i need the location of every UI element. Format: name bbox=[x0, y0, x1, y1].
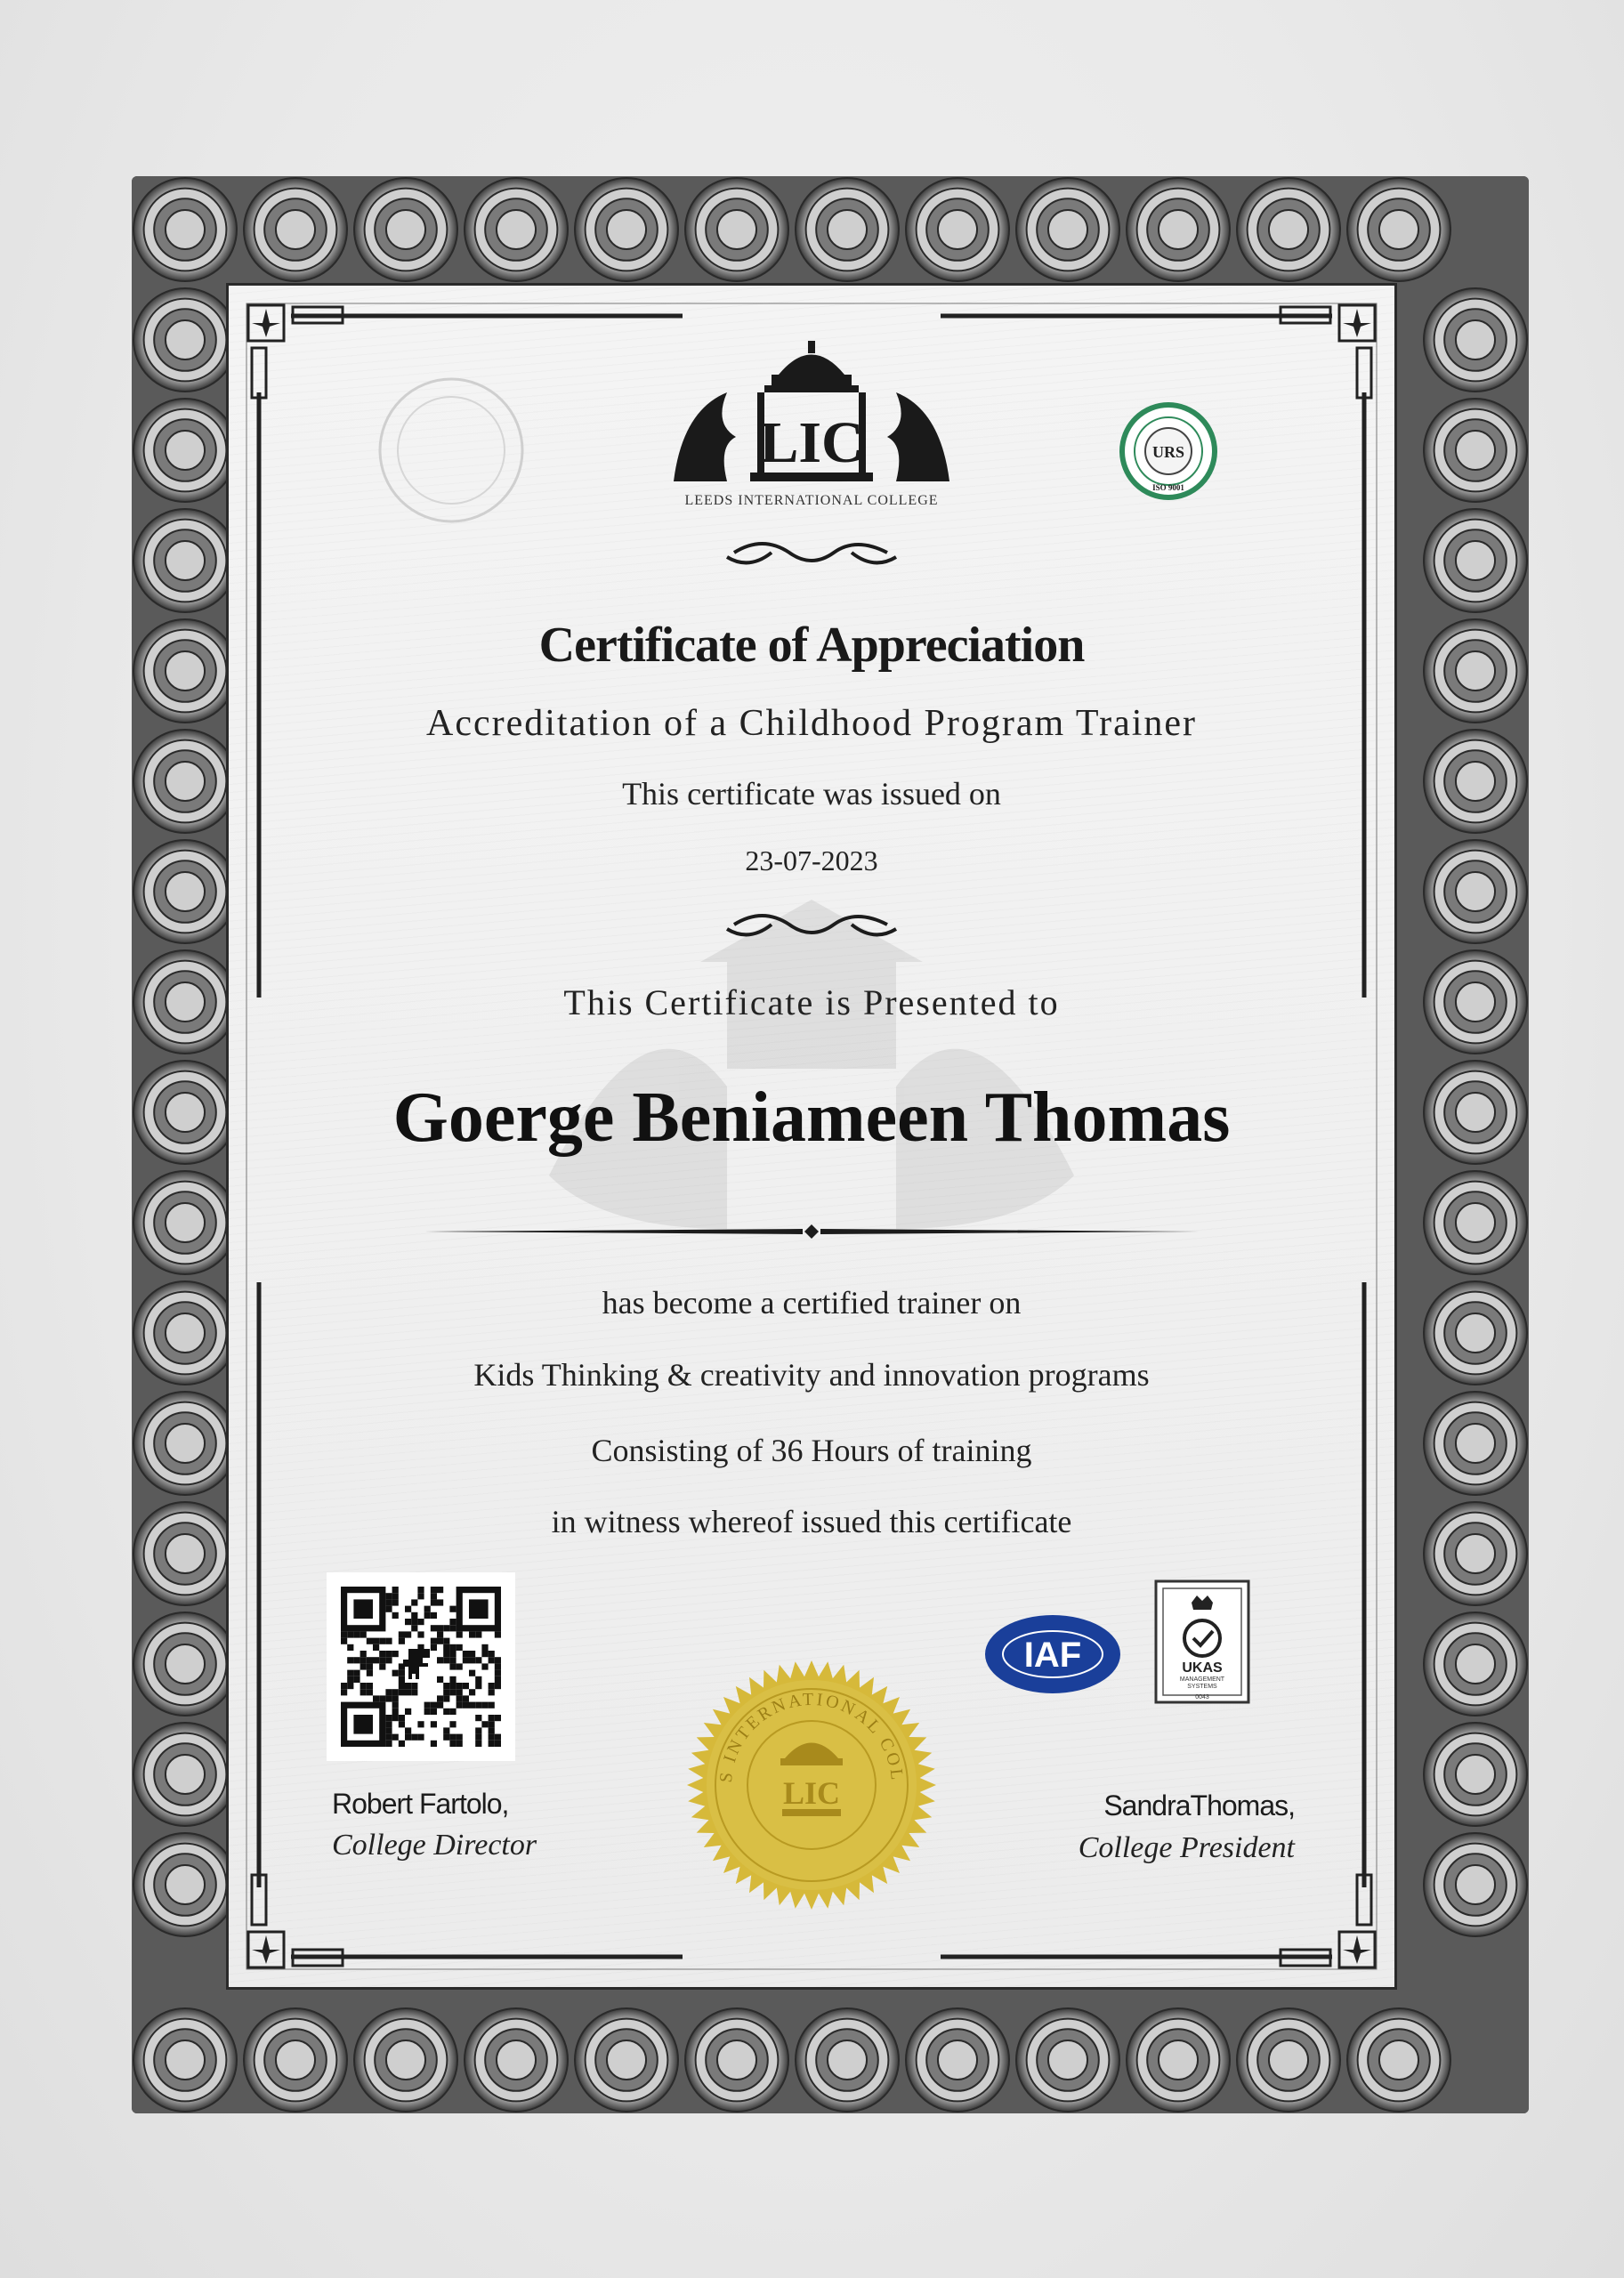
qr-module bbox=[443, 1625, 449, 1631]
qr-module bbox=[489, 1721, 495, 1727]
ukas-line1: MANAGEMENT bbox=[1179, 1676, 1225, 1683]
qr-module bbox=[379, 1663, 385, 1669]
ukas-badge bbox=[1154, 1579, 1250, 1704]
qr-module bbox=[431, 1638, 437, 1644]
qr-module bbox=[424, 1702, 431, 1708]
rosette-ring bbox=[166, 1313, 205, 1353]
qr-module bbox=[489, 1657, 495, 1663]
qr-module bbox=[431, 1625, 437, 1631]
qr-module bbox=[489, 1683, 495, 1689]
qr-module bbox=[399, 1631, 405, 1637]
qr-module bbox=[456, 1689, 463, 1695]
urs-badge bbox=[1119, 401, 1218, 501]
qr-module bbox=[360, 1683, 367, 1689]
qr-module bbox=[347, 1683, 353, 1689]
qr-module bbox=[431, 1708, 437, 1715]
qr-module bbox=[489, 1715, 495, 1721]
qr-module bbox=[353, 1676, 360, 1683]
rosette-ring bbox=[166, 320, 205, 359]
qr-module bbox=[417, 1721, 424, 1727]
rosette-ring bbox=[166, 2040, 205, 2080]
qr-module bbox=[347, 1657, 353, 1663]
qr-module bbox=[379, 1651, 385, 1657]
presented-label: This Certificate is Presented to bbox=[563, 982, 1060, 1022]
qr-module bbox=[392, 1702, 399, 1708]
rosette-ring bbox=[166, 1534, 205, 1573]
qr-module bbox=[456, 1695, 463, 1701]
rosette-ring bbox=[166, 872, 205, 911]
qr-module bbox=[353, 1657, 360, 1663]
qr-module bbox=[437, 1657, 443, 1663]
qr-module bbox=[392, 1695, 399, 1701]
president-title: College President bbox=[1078, 1831, 1295, 1864]
qr-module bbox=[399, 1689, 405, 1695]
qr-module bbox=[495, 1734, 501, 1741]
qr-module bbox=[481, 1663, 488, 1669]
qr-module bbox=[449, 1721, 456, 1727]
verification-qr-code[interactable] bbox=[327, 1572, 515, 1761]
right-griffin-icon bbox=[887, 392, 949, 481]
college-logo bbox=[665, 339, 958, 517]
qr-module bbox=[456, 1741, 463, 1747]
qr-module bbox=[399, 1715, 405, 1721]
rosette-ring bbox=[276, 210, 315, 249]
qr-module bbox=[399, 1683, 405, 1689]
qr-module bbox=[463, 1695, 469, 1701]
rosette-ring bbox=[1456, 1313, 1495, 1353]
qr-module bbox=[385, 1695, 392, 1701]
qr-module bbox=[437, 1625, 443, 1631]
qr-module bbox=[456, 1683, 463, 1689]
rosette-ring bbox=[1048, 2040, 1087, 2080]
rosette-ring bbox=[1456, 651, 1495, 691]
qr-module bbox=[431, 1587, 437, 1593]
rosette-ring bbox=[166, 431, 205, 470]
qr-module bbox=[437, 1631, 443, 1637]
rosette-ring bbox=[828, 210, 867, 249]
qr-module bbox=[437, 1638, 443, 1644]
rosette-ring bbox=[938, 2040, 977, 2080]
rosette-ring bbox=[1379, 2040, 1418, 2080]
qr-module bbox=[405, 1606, 411, 1612]
qr-module bbox=[456, 1644, 463, 1651]
qr-module bbox=[411, 1612, 417, 1619]
rosette-ring bbox=[1269, 2040, 1308, 2080]
qr-module bbox=[463, 1651, 469, 1657]
qr-module bbox=[385, 1715, 392, 1721]
rosette-ring bbox=[497, 2040, 536, 2080]
rosette-ring bbox=[276, 2040, 315, 2080]
qr-module bbox=[411, 1734, 417, 1741]
qr-module bbox=[495, 1683, 501, 1689]
qr-module bbox=[379, 1638, 385, 1644]
qr-module bbox=[392, 1708, 399, 1715]
rosette-ring bbox=[1456, 1424, 1495, 1463]
qr-module bbox=[431, 1702, 437, 1708]
qr-module bbox=[385, 1741, 392, 1747]
qr-module bbox=[469, 1670, 475, 1676]
qr-module bbox=[417, 1587, 424, 1593]
qr-module bbox=[399, 1676, 405, 1683]
director-title: College Director bbox=[332, 1829, 537, 1862]
qr-module bbox=[443, 1708, 449, 1715]
body-line: Kids Thinking & creativity and innovation programs bbox=[473, 1357, 1150, 1393]
qr-module bbox=[392, 1593, 399, 1599]
qr-module bbox=[431, 1593, 437, 1599]
qr-module bbox=[481, 1651, 488, 1657]
qr-module bbox=[373, 1638, 379, 1644]
president-name: SandraThomas, bbox=[1103, 1789, 1295, 1822]
rosette-ring bbox=[1159, 2040, 1198, 2080]
rosette-ring bbox=[607, 210, 646, 249]
qr-module bbox=[443, 1695, 449, 1701]
qr-module bbox=[475, 1702, 481, 1708]
qr-module bbox=[405, 1619, 411, 1625]
qr-finder bbox=[353, 1599, 373, 1619]
qr-module bbox=[373, 1644, 379, 1651]
rosette-ring bbox=[938, 210, 977, 249]
qr-module bbox=[367, 1663, 373, 1669]
qr-module bbox=[481, 1644, 488, 1651]
qr-module bbox=[392, 1670, 399, 1676]
qr-module bbox=[347, 1631, 353, 1637]
qr-module bbox=[489, 1689, 495, 1695]
rosette-ring bbox=[1269, 210, 1308, 249]
qr-module bbox=[481, 1721, 488, 1727]
qr-module bbox=[347, 1644, 353, 1651]
urs-monogram: URS bbox=[1151, 443, 1185, 461]
iaf-badge bbox=[982, 1610, 1124, 1699]
rosette-ring bbox=[166, 762, 205, 801]
qr-module bbox=[353, 1631, 360, 1637]
rosette-ring bbox=[166, 1203, 205, 1242]
qr-module bbox=[399, 1638, 405, 1644]
qr-module bbox=[449, 1625, 456, 1631]
qr-module bbox=[431, 1644, 437, 1651]
qr-module bbox=[449, 1663, 456, 1669]
name-divider-icon bbox=[424, 1224, 1199, 1239]
qr-module bbox=[385, 1689, 392, 1695]
qr-module bbox=[475, 1727, 481, 1733]
qr-module bbox=[367, 1689, 373, 1695]
rosette-ring bbox=[1456, 1203, 1495, 1242]
qr-module bbox=[431, 1599, 437, 1605]
corner-ornament-bottom-right-icon bbox=[1339, 1932, 1375, 1967]
qr-module bbox=[463, 1683, 469, 1689]
qr-module bbox=[385, 1638, 392, 1644]
qr-module bbox=[353, 1670, 360, 1676]
rosette-ring bbox=[1456, 872, 1495, 911]
qr-module bbox=[411, 1599, 417, 1605]
qr-module bbox=[399, 1721, 405, 1727]
rosette-ring bbox=[1456, 541, 1495, 580]
watermark-emblem-icon bbox=[380, 379, 522, 521]
corner-ornament-bottom-left-icon bbox=[248, 1932, 284, 1967]
qr-module bbox=[341, 1638, 347, 1644]
body-line: in witness whereof issued this certificate bbox=[551, 1504, 1072, 1539]
qr-module bbox=[437, 1695, 443, 1701]
qr-module bbox=[424, 1708, 431, 1715]
qr-module bbox=[367, 1670, 373, 1676]
qr-module bbox=[385, 1593, 392, 1599]
qr-module bbox=[456, 1663, 463, 1669]
qr-module bbox=[443, 1689, 449, 1695]
qr-module bbox=[405, 1683, 411, 1689]
corner-ornament-top-left-icon bbox=[248, 305, 284, 341]
qr-module bbox=[417, 1631, 424, 1637]
qr-module bbox=[399, 1741, 405, 1747]
qr-module bbox=[385, 1727, 392, 1733]
logo-institution-name: LEEDS INTERNATIONAL COLLEGE bbox=[684, 493, 939, 508]
rosette-ring bbox=[166, 982, 205, 1022]
qr-module bbox=[469, 1651, 475, 1657]
qr-module bbox=[437, 1676, 443, 1683]
qr-module bbox=[449, 1683, 456, 1689]
qr-module bbox=[449, 1734, 456, 1741]
qr-module bbox=[367, 1638, 373, 1644]
qr-module bbox=[481, 1702, 488, 1708]
qr-finder bbox=[353, 1715, 373, 1734]
rosette-ring bbox=[1456, 1755, 1495, 1794]
qr-module bbox=[360, 1663, 367, 1669]
corner-ornament-top-right-icon bbox=[1339, 305, 1375, 341]
qr-module bbox=[392, 1599, 399, 1605]
qr-module bbox=[405, 1734, 411, 1741]
qr-module bbox=[411, 1625, 417, 1631]
qr-module bbox=[449, 1657, 456, 1663]
qr-module bbox=[347, 1670, 353, 1676]
rosette-ring bbox=[1159, 210, 1198, 249]
qr-module bbox=[367, 1683, 373, 1689]
qr-module bbox=[489, 1651, 495, 1657]
qr-module bbox=[449, 1689, 456, 1695]
qr-module bbox=[385, 1657, 392, 1663]
qr-module bbox=[385, 1721, 392, 1727]
qr-module bbox=[463, 1657, 469, 1663]
swirl-divider-icon bbox=[727, 544, 896, 562]
qr-module bbox=[373, 1657, 379, 1663]
qr-module bbox=[449, 1708, 456, 1715]
qr-module bbox=[379, 1695, 385, 1701]
body-line: Consisting of 36 Hours of training bbox=[591, 1433, 1032, 1468]
urs-iso-label: ISO 9001 bbox=[1152, 483, 1184, 492]
qr-module bbox=[489, 1734, 495, 1741]
rosette-ring bbox=[166, 1755, 205, 1794]
qr-module bbox=[437, 1599, 443, 1605]
qr-module bbox=[347, 1676, 353, 1683]
rosette-ring bbox=[386, 210, 425, 249]
rosette-ring bbox=[828, 2040, 867, 2080]
qr-module bbox=[399, 1670, 405, 1676]
rosette-ring bbox=[1048, 210, 1087, 249]
qr-dino-icon bbox=[403, 1649, 430, 1679]
qr-module bbox=[489, 1702, 495, 1708]
rosette-ring bbox=[166, 1644, 205, 1684]
qr-finder bbox=[469, 1599, 489, 1619]
rosette-ring bbox=[717, 210, 756, 249]
qr-module bbox=[392, 1612, 399, 1619]
qr-module bbox=[360, 1657, 367, 1663]
qr-module bbox=[495, 1715, 501, 1721]
qr-module bbox=[431, 1741, 437, 1747]
qr-module bbox=[405, 1689, 411, 1695]
rosette-ring bbox=[386, 2040, 425, 2080]
rosette-ring bbox=[717, 2040, 756, 2080]
rosette-ring bbox=[1456, 1644, 1495, 1684]
qr-module bbox=[463, 1702, 469, 1708]
rosette-ring bbox=[1456, 431, 1495, 470]
certificate-subtitle: Accreditation of a Childhood Program Trainer bbox=[425, 703, 1198, 744]
gold-seal bbox=[683, 1656, 941, 1914]
ukas-number: 0043 bbox=[1195, 1694, 1209, 1700]
qr-module bbox=[360, 1689, 367, 1695]
qr-module bbox=[341, 1689, 347, 1695]
qr-module bbox=[443, 1657, 449, 1663]
left-griffin-icon bbox=[674, 392, 736, 481]
qr-module bbox=[449, 1676, 456, 1683]
qr-module bbox=[495, 1657, 501, 1663]
qr-module bbox=[475, 1657, 481, 1663]
seal-ring-text: S INTERNATIONAL COL bbox=[715, 1689, 908, 1784]
qr-module bbox=[360, 1631, 367, 1637]
qr-module bbox=[456, 1702, 463, 1708]
rosette-ring bbox=[1456, 1534, 1495, 1573]
qr-module bbox=[431, 1612, 437, 1619]
rosette-ring bbox=[166, 651, 205, 691]
qr-module bbox=[424, 1606, 431, 1612]
issued-date: 23-07-2023 bbox=[745, 844, 878, 876]
qr-module bbox=[475, 1676, 481, 1683]
rosette-ring bbox=[1379, 210, 1418, 249]
rosette-ring bbox=[1456, 1093, 1495, 1132]
qr-module bbox=[367, 1657, 373, 1663]
qr-module bbox=[405, 1727, 411, 1733]
qr-module bbox=[385, 1651, 392, 1657]
ukas-line2: SYSTEMS bbox=[1187, 1684, 1217, 1690]
qr-module bbox=[424, 1612, 431, 1619]
qr-module bbox=[341, 1683, 347, 1689]
qr-module bbox=[449, 1606, 456, 1612]
certificate-title: Certificate of Appreciation bbox=[538, 618, 1085, 673]
qr-module bbox=[392, 1734, 399, 1741]
qr-module bbox=[411, 1689, 417, 1695]
rosette-ring bbox=[1456, 320, 1495, 359]
qr-module bbox=[373, 1695, 379, 1701]
qr-module bbox=[495, 1631, 501, 1637]
qr-module bbox=[443, 1734, 449, 1741]
qr-module bbox=[443, 1638, 449, 1644]
qr-module bbox=[443, 1651, 449, 1657]
qr-module bbox=[417, 1593, 424, 1599]
director-name: Robert Fartolo, bbox=[332, 1788, 509, 1820]
qr-module bbox=[392, 1587, 399, 1593]
qr-module bbox=[417, 1619, 424, 1625]
qr-module bbox=[411, 1683, 417, 1689]
iaf-label: IAF bbox=[1023, 1636, 1082, 1675]
rosette-ring bbox=[166, 541, 205, 580]
seal-monogram: LIC bbox=[782, 1775, 841, 1811]
body-line: has become a certified trainer on bbox=[602, 1285, 1022, 1321]
qr-module bbox=[469, 1702, 475, 1708]
qr-module bbox=[379, 1657, 385, 1663]
qr-module bbox=[449, 1644, 456, 1651]
qr-module bbox=[475, 1734, 481, 1741]
qr-module bbox=[489, 1727, 495, 1733]
qr-module bbox=[495, 1676, 501, 1683]
qr-module bbox=[456, 1734, 463, 1741]
qr-module bbox=[443, 1683, 449, 1689]
ukas-label: UKAS bbox=[1182, 1660, 1223, 1676]
qr-module bbox=[443, 1727, 449, 1733]
qr-module bbox=[385, 1734, 392, 1741]
qr-module bbox=[411, 1619, 417, 1625]
recipient-name: Goerge Beniameen Thomas bbox=[392, 1078, 1231, 1157]
qr-module bbox=[417, 1734, 424, 1741]
qr-module bbox=[475, 1631, 481, 1637]
rosette-ring bbox=[1456, 982, 1495, 1022]
qr-module bbox=[495, 1670, 501, 1676]
rosette-ring bbox=[166, 1865, 205, 1904]
qr-module bbox=[443, 1644, 449, 1651]
qr-code-icon bbox=[327, 1572, 515, 1761]
central-watermark-icon bbox=[549, 900, 1074, 1229]
qr-module bbox=[449, 1619, 456, 1625]
qr-module bbox=[431, 1721, 437, 1727]
qr-module bbox=[392, 1689, 399, 1695]
qr-module bbox=[469, 1631, 475, 1637]
qr-module bbox=[475, 1683, 481, 1689]
qr-module bbox=[392, 1715, 399, 1721]
qr-module bbox=[360, 1651, 367, 1657]
qr-module bbox=[449, 1741, 456, 1747]
qr-module bbox=[449, 1651, 456, 1657]
qr-module bbox=[437, 1587, 443, 1593]
certificate-panel bbox=[226, 283, 1397, 1990]
qr-module bbox=[495, 1663, 501, 1669]
qr-module bbox=[489, 1741, 495, 1747]
qr-module bbox=[456, 1631, 463, 1637]
qr-module bbox=[469, 1657, 475, 1663]
qr-module bbox=[437, 1702, 443, 1708]
rosette-ring bbox=[166, 1093, 205, 1132]
qr-module bbox=[469, 1689, 475, 1695]
qr-module bbox=[475, 1741, 481, 1747]
rosette-ring bbox=[607, 2040, 646, 2080]
issued-label: This certificate was issued on bbox=[622, 776, 1001, 812]
qr-module bbox=[405, 1708, 411, 1715]
qr-module bbox=[405, 1631, 411, 1637]
logo-monogram: LIC bbox=[759, 410, 864, 475]
rosette-ring bbox=[166, 1424, 205, 1463]
qr-module bbox=[392, 1651, 399, 1657]
qr-module bbox=[341, 1631, 347, 1637]
rosette-ring bbox=[166, 210, 205, 249]
rosette-ring bbox=[497, 210, 536, 249]
qr-module bbox=[385, 1599, 392, 1605]
rosette-ring bbox=[1456, 762, 1495, 801]
qr-module bbox=[495, 1741, 501, 1747]
rosette-ring bbox=[1456, 1865, 1495, 1904]
qr-module bbox=[475, 1715, 481, 1721]
qr-module bbox=[385, 1606, 392, 1612]
